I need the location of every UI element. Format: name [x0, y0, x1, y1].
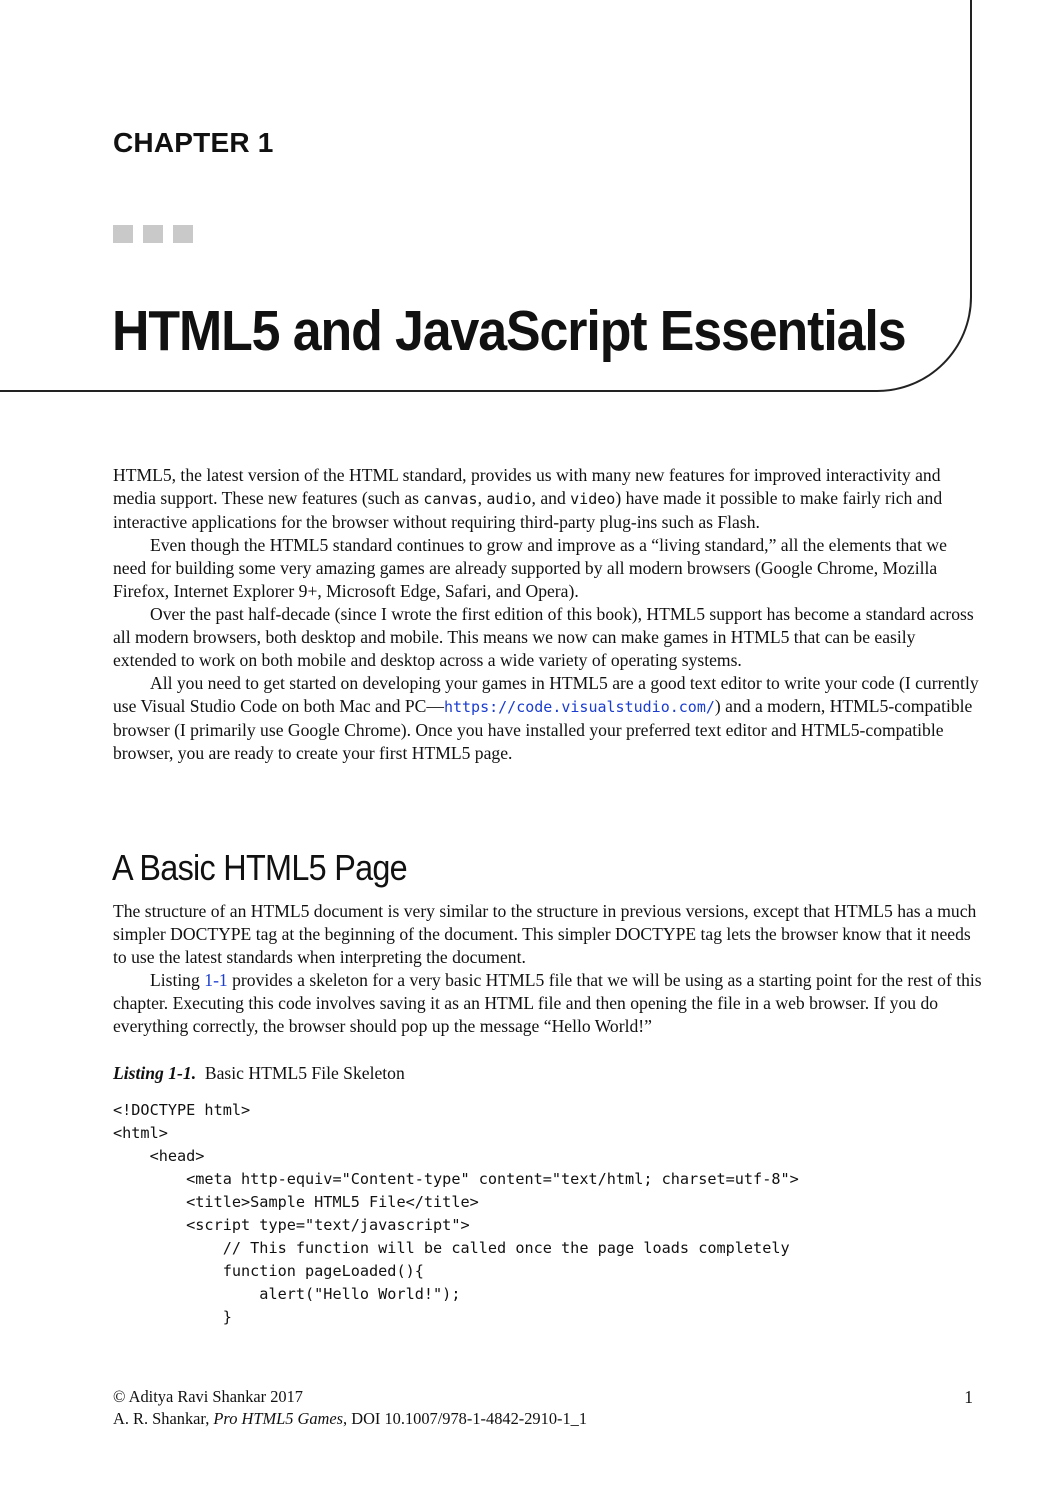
code-line: } — [113, 1308, 232, 1326]
code-line: <title>Sample HTML5 File</title> — [113, 1193, 479, 1211]
page-number: 1 — [964, 1387, 973, 1407]
decoration-square — [143, 225, 163, 243]
intro-section — [113, 464, 983, 765]
text-run: , and — [531, 488, 571, 508]
code-line: <meta http-equiv="Content-type" content="text/html; charset=utf-8"> — [113, 1170, 799, 1188]
listing-caption — [113, 1062, 405, 1085]
text-run: provides a skeleton for a very basic HTML5 file that we will be using as a starting point for the rest of this chapter. Executing this code involves saving it as an HTML file and then opening the file in a web browser. If you do everything correctly, the browser should pop up the message “Hello World!” — [113, 970, 982, 1036]
page-footer — [113, 1386, 587, 1430]
basic-page-section — [113, 900, 983, 1038]
chapter-decoration-squares — [113, 225, 193, 243]
section-paragraph-2 — [113, 969, 983, 1038]
text-run: , — [477, 488, 487, 508]
section-heading: A Basic HTML5 Page — [112, 847, 407, 888]
copyright-line: © Aditya Ravi Shankar 2017 — [113, 1387, 303, 1406]
chapter-label: CHAPTER 1 — [113, 127, 274, 158]
listing-reference-link[interactable]: 1-1 — [204, 970, 228, 990]
inline-code-video: video — [570, 490, 616, 508]
decoration-square — [173, 225, 193, 243]
listing-title: Basic HTML5 File Skeleton — [204, 1063, 405, 1083]
code-line: function pageLoaded(){ — [113, 1262, 424, 1280]
listing-label: Listing 1-1. — [113, 1063, 197, 1083]
decoration-square — [113, 225, 133, 243]
section-paragraph-1: The structure of an HTML5 document is very similar to the structure in previous versions, except that HTML5 has a much simpler DOCTYPE tag at the beginning of the document. This simpler DOCTYPE tag lets the browser know that it needs to use the latest standards when interpreting the document. — [113, 901, 977, 967]
text-run: HTML5, the latest version of the HTML standard, provides us with many new features for improved interactivity and media support. These new features (such as — [113, 465, 941, 508]
citation-book-title: Pro HTML5 Games — [213, 1409, 344, 1428]
text-run: ) and a modern, HTML5-compatible browser (I primarily use Google Chrome). Once you have installed your preferred text editor and HTML5-compatible browser, you are ready to create your first HTML5 page. — [113, 696, 973, 763]
inline-code-audio: audio — [486, 490, 532, 508]
text-run: ) have made it possible to make fairly rich and interactive applications for the browser without requiring third-party plug-ins such as Flash. — [113, 488, 943, 532]
citation-line — [113, 1408, 587, 1430]
text-run: All you need to get started on developing your games in HTML5 are a good text editor to write your code (I currently use Visual Studio Code on both Mac and PC— — [113, 673, 979, 716]
vscode-link[interactable]: https://code.visualstudio.com/ — [443, 698, 715, 716]
inline-code-canvas: canvas — [423, 490, 478, 508]
code-line: <head> — [113, 1147, 205, 1165]
text-run: Listing — [150, 970, 205, 990]
intro-paragraph-3: Over the past half-decade (since I wrote the first edition of this book), HTML5 support has become a standard across all modern browsers, both desktop and mobile. This means we now can make games in HTML5 that can be easily extended to work on both mobile and desktop across a wide variety of operating systems. — [113, 604, 974, 670]
citation-doi: , DOI 10.1007/978-1-4842-2910-1_1 — [343, 1409, 588, 1428]
code-line: <html> — [113, 1124, 168, 1142]
code-listing — [113, 1099, 799, 1329]
code-line: <!DOCTYPE html> — [113, 1101, 251, 1119]
citation-author: A. R. Shankar, — [113, 1409, 214, 1428]
code-line: alert("Hello World!"); — [113, 1285, 461, 1303]
intro-paragraph-1 — [113, 464, 983, 534]
chapter-title: HTML5 and JavaScript Essentials — [112, 299, 906, 363]
code-line: // This function will be called once the page loads completely — [113, 1239, 790, 1257]
intro-paragraph-4 — [113, 672, 983, 765]
intro-paragraph-2: Even though the HTML5 standard continues to grow and improve as a “living standard,” all the elements that we need for building some very amazing games are already supported by all modern browsers (Google Chrome, Mozilla Firefox, Internet Explorer 9+, Microsoft Edge, Safari, and Opera). — [113, 535, 947, 601]
code-line: <script type="text/javascript"> — [113, 1216, 470, 1234]
